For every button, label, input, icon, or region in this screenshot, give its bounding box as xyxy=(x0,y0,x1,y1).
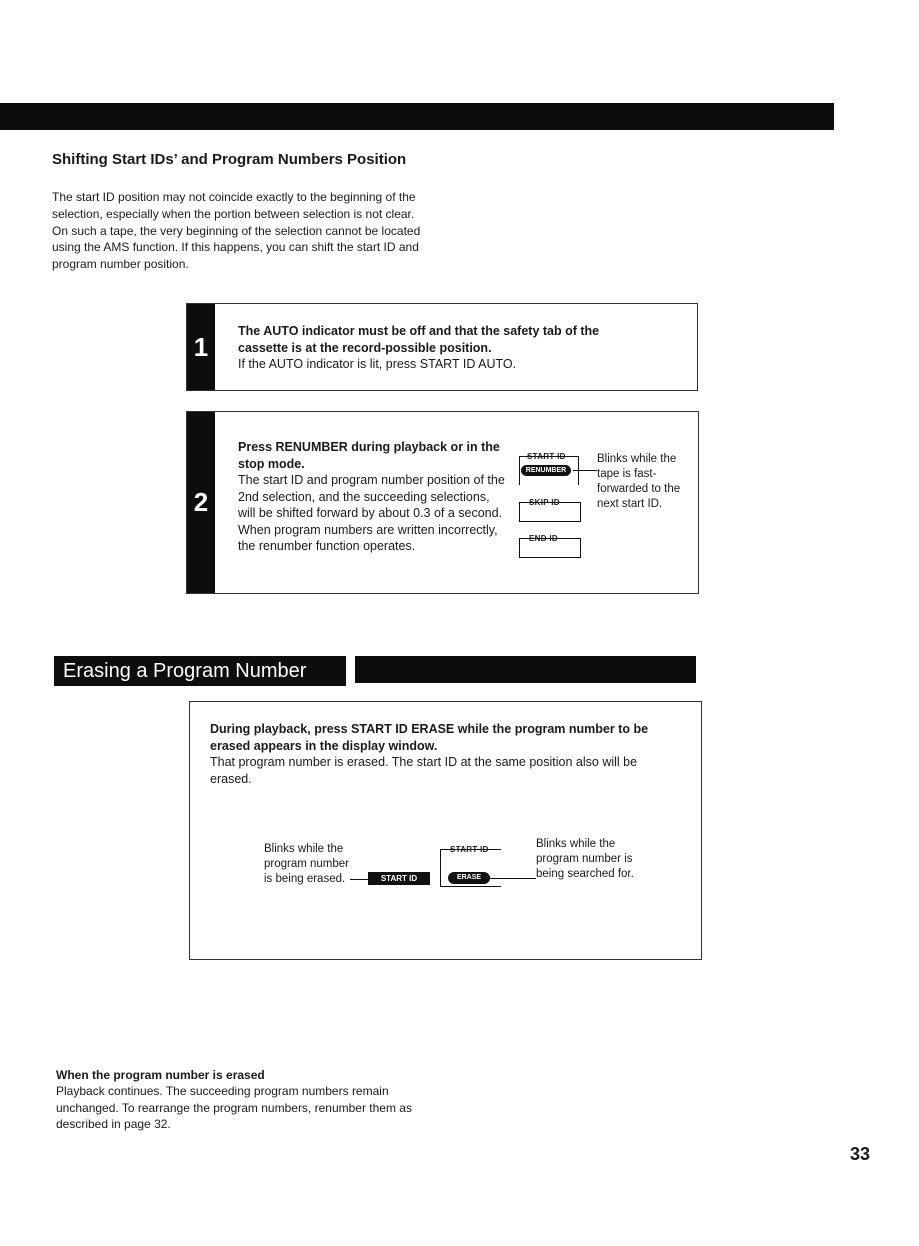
erasing-text xyxy=(210,721,680,787)
step-2-caption: Blinks while the tape is fast-forwarded to the next start ID. xyxy=(597,453,681,510)
step-2-number: 2 xyxy=(187,412,215,593)
lcd-renumber-label: RENUMBER xyxy=(525,467,567,474)
step-1-note: If the AUTO indicator is lit, press START ID AUTO. xyxy=(238,357,517,371)
arrow-line xyxy=(573,470,597,471)
erasing-box xyxy=(189,701,702,960)
step-2-note: When program numbers are written incorrectly, the renumber function operates. xyxy=(238,522,498,553)
display-illustration xyxy=(513,450,603,560)
erasing-bold: During playback, press START ID ERASE while the program number to be erased appears in the display window. xyxy=(210,722,649,753)
erase-right-caption: Blinks while the program number is being searched for. xyxy=(536,838,634,880)
lcd-start-id-label-2: START ID xyxy=(450,845,489,854)
lcd-skip-frame xyxy=(519,502,581,522)
lcd-end-frame xyxy=(519,538,581,558)
lcd-end-label: END ID xyxy=(529,534,558,543)
erase-left-caption: Blinks while the program number is being erased. xyxy=(264,843,350,885)
renumber-indicator xyxy=(521,465,571,476)
step-2-text xyxy=(238,439,508,555)
start-id-indicator xyxy=(368,872,430,885)
erase-indicator xyxy=(448,872,490,884)
start-id-indicator-label: START ID xyxy=(380,874,418,883)
lcd-erase-label: ERASE xyxy=(456,874,482,881)
erasing-header: Erasing a Program Number xyxy=(54,656,346,686)
page-number: 33 xyxy=(850,1144,871,1164)
footer-body: Playback continues. The succeeding program numbers remain unchanged. To rearrange the program numbers, renumber them as described in page 32. xyxy=(56,1084,412,1131)
step-2-box xyxy=(186,411,699,594)
step-1-number: 1 xyxy=(187,304,215,390)
arrow-line-right xyxy=(490,878,536,879)
step-1-text xyxy=(238,323,618,373)
header-bar xyxy=(0,103,834,130)
lcd-skip-label: SKIP ID xyxy=(529,498,560,507)
step-1-box xyxy=(186,303,698,391)
step-1-bold: The AUTO indicator must be off and that the safety tab of the cassette is at the record-possible position. xyxy=(238,324,600,355)
lcd-start-id-label: START ID xyxy=(527,452,566,461)
step-2-body: The start ID and program number position of the 2nd selection, and the succeeding selections, will be shifted forward by about 0.3 of a second. xyxy=(238,473,505,520)
section-body: The start ID position may not coincide exactly to the beginning of the selection, especially when the portion between selection is not clear. On such a tape, the very beginning of the selection cannot be located using the AMS function. If this happens, you can shift the start ID and program number position. xyxy=(52,190,421,272)
step-2-bold: Press RENUMBER during playback or in the stop mode. xyxy=(238,440,500,471)
section-title: Shifting Start IDs’ and Program Numbers Position xyxy=(52,151,407,168)
erasing-note: That program number is erased. The start ID at the same position also will be erased. xyxy=(210,755,638,786)
arrow-line-left xyxy=(350,879,368,880)
footer-title: When the program number is erased xyxy=(56,1068,265,1082)
erasing-bar xyxy=(355,656,696,683)
